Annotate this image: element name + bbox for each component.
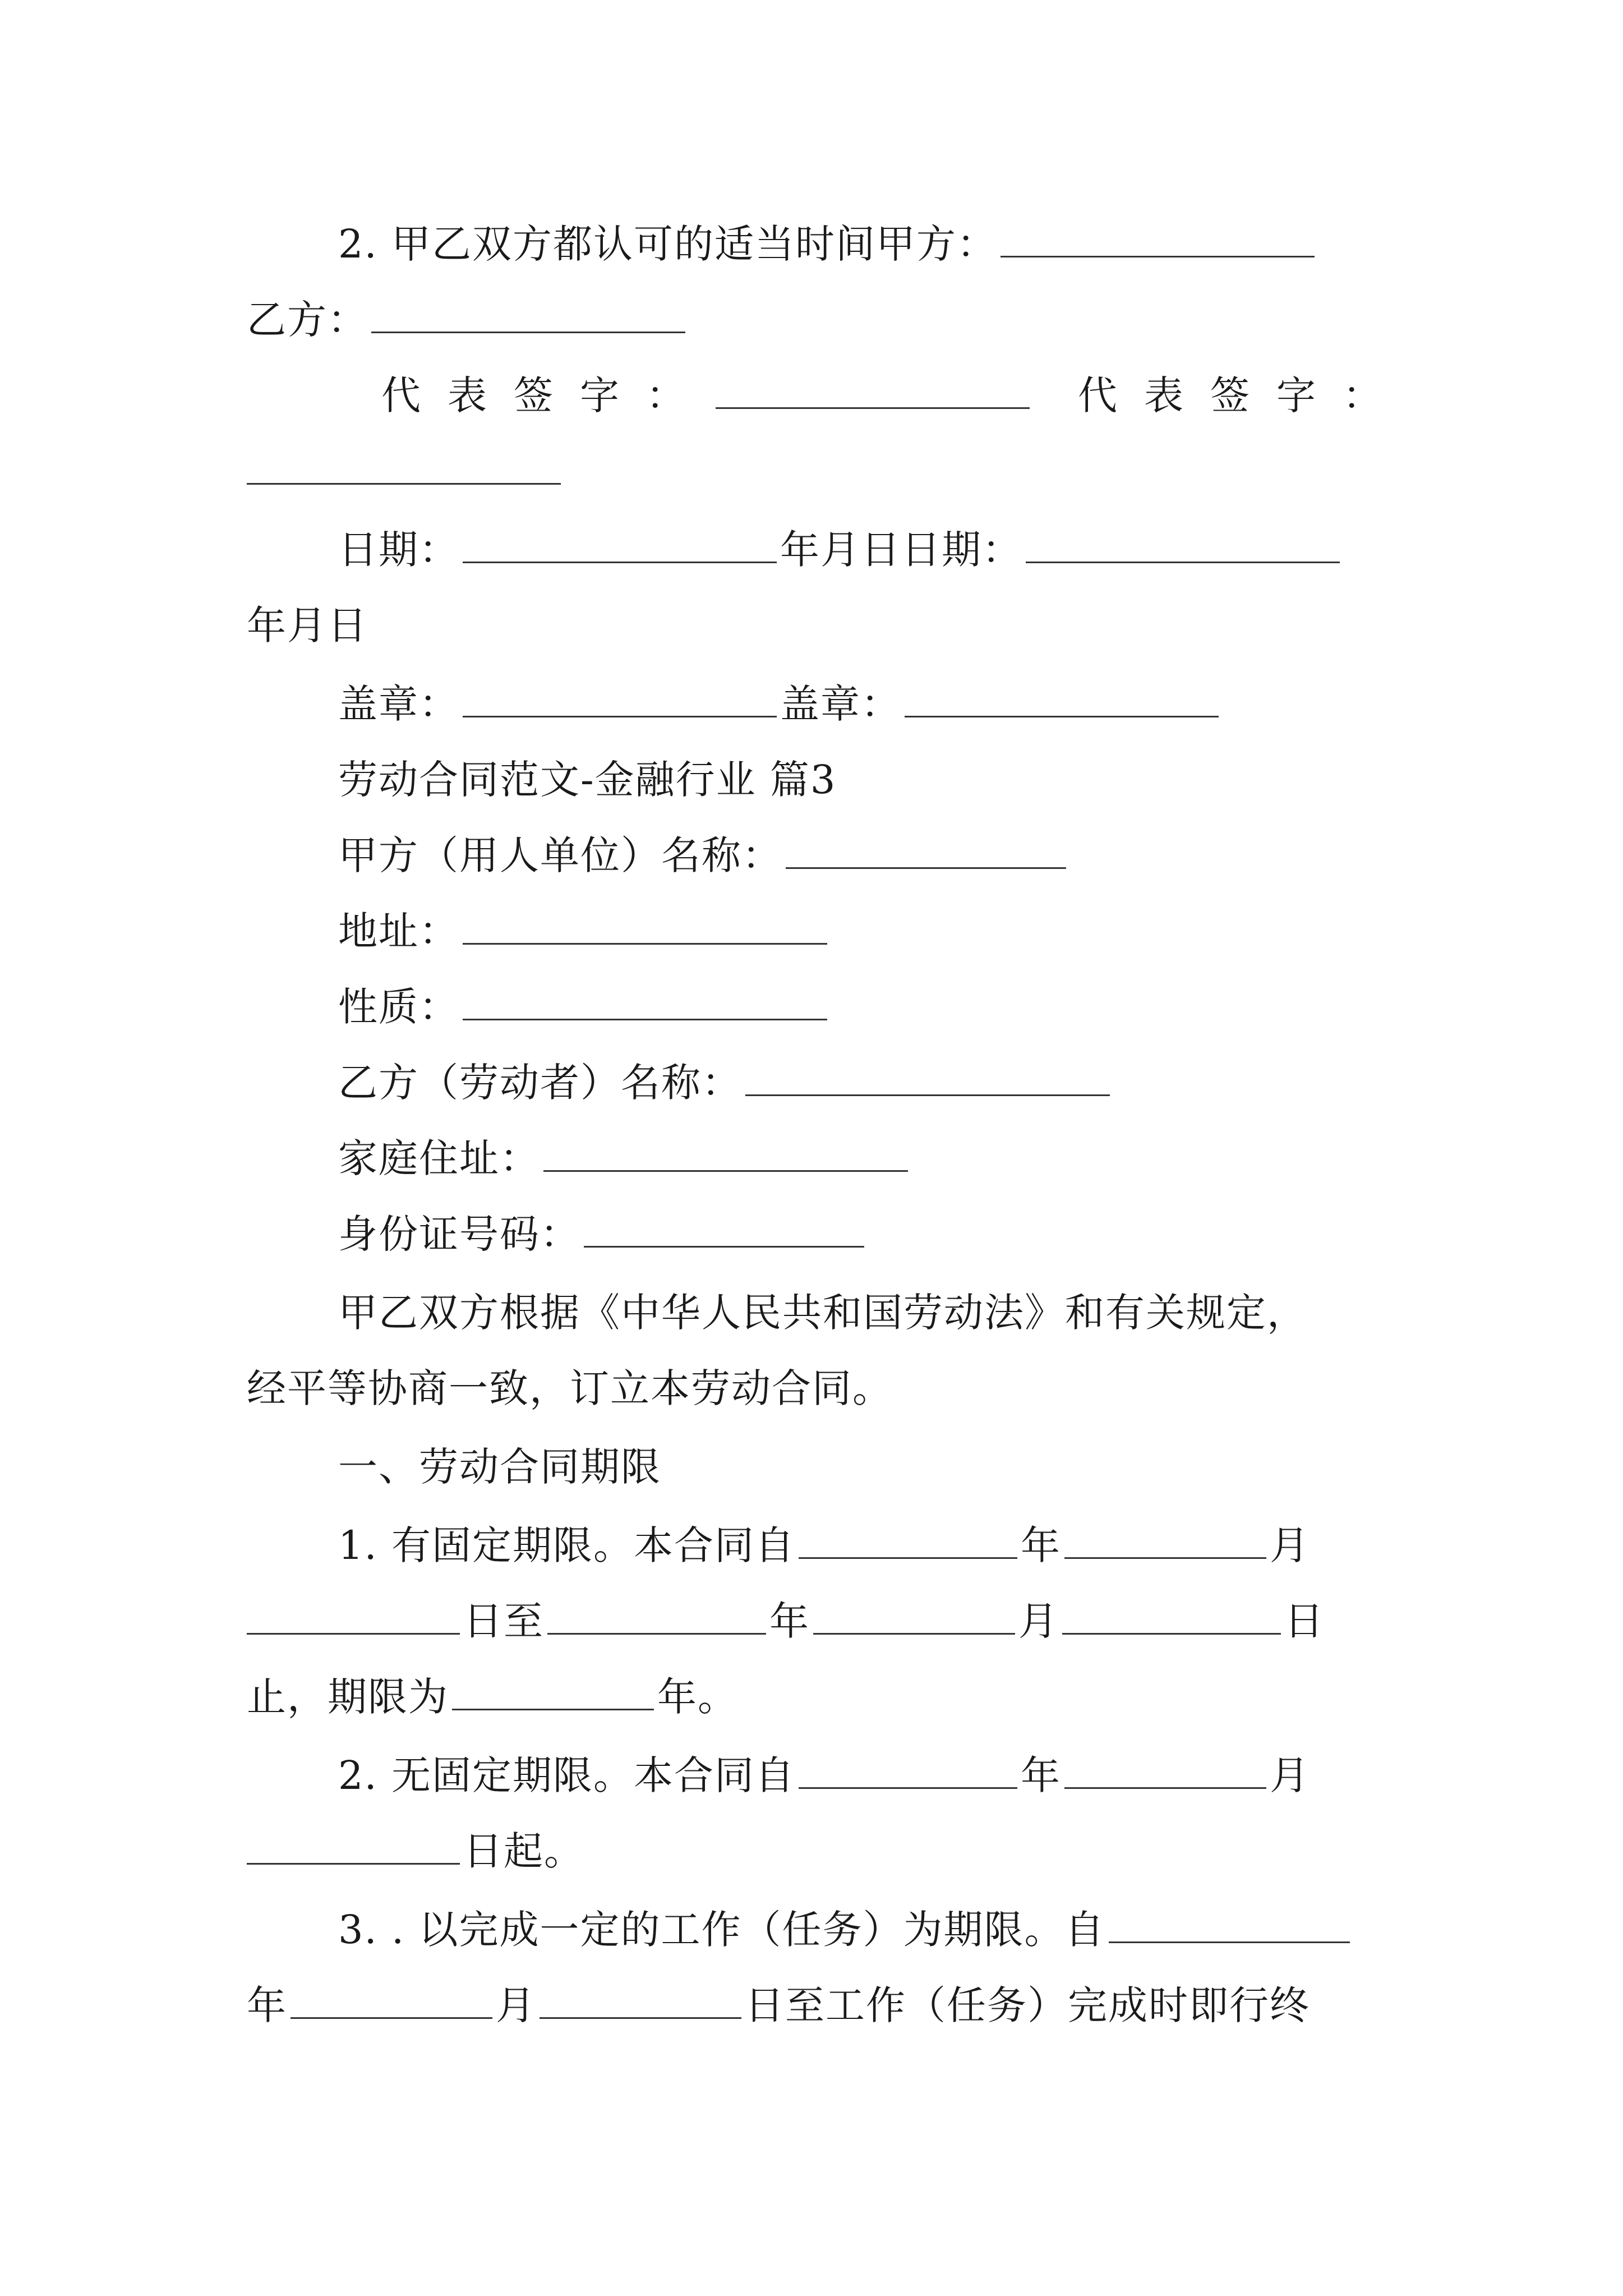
party-b-name-blank[interactable] bbox=[745, 1061, 1110, 1096]
agreed-time-label: 2. 甲乙双方都认可的适当时间甲方： bbox=[338, 221, 998, 267]
rep-sign-blank-b[interactable] bbox=[247, 449, 561, 485]
day-from-label: 日起。 bbox=[463, 1828, 584, 1874]
task-suffix-label: 日至工作（任务）完成时即行终 bbox=[745, 1982, 1310, 2028]
nature-blank[interactable] bbox=[463, 985, 827, 1020]
year-end-label: 年。 bbox=[657, 1674, 738, 1720]
party-b-label: 乙方： bbox=[247, 297, 368, 343]
seal-line bbox=[338, 673, 1222, 735]
nature-label: 性质： bbox=[338, 984, 459, 1030]
intro-line-2 bbox=[247, 1358, 893, 1419]
open-start-year-blank[interactable] bbox=[799, 1754, 1017, 1789]
section1-title-line bbox=[338, 1436, 661, 1498]
day-to-label: 日至 bbox=[463, 1598, 544, 1644]
fixed-end-month-blank[interactable] bbox=[813, 1599, 1015, 1635]
rep-sign-blank-line bbox=[247, 440, 564, 502]
rep-sign-line bbox=[381, 365, 1409, 426]
month-label-3: 月 bbox=[1270, 1752, 1311, 1798]
date-label-b: 年月日日期： bbox=[780, 527, 1022, 573]
task-start-year-blank[interactable] bbox=[1109, 1908, 1350, 1943]
home-address-label: 家庭住址： bbox=[338, 1135, 540, 1181]
agreed-time-line bbox=[338, 213, 1318, 275]
month-label-2: 月 bbox=[1018, 1598, 1059, 1644]
date-line bbox=[338, 519, 1343, 581]
party-a-name-label: 甲方（用人单位）名称： bbox=[338, 832, 782, 878]
party-b-blank[interactable] bbox=[371, 298, 685, 333]
year-label-4: 年 bbox=[247, 1982, 287, 2028]
year-label-2: 年 bbox=[769, 1598, 810, 1644]
task-term-line bbox=[338, 1899, 1353, 1961]
id-number-label: 身份证号码： bbox=[338, 1211, 580, 1257]
date-blank-a[interactable] bbox=[463, 528, 777, 563]
id-number-blank[interactable] bbox=[584, 1212, 864, 1248]
fixed-start-month-blank[interactable] bbox=[1064, 1524, 1266, 1559]
rep-sign-label-a: 代表签字： bbox=[381, 372, 712, 418]
address-blank[interactable] bbox=[463, 909, 827, 945]
seal-label-a: 盖章： bbox=[338, 681, 459, 727]
address-label: 地址： bbox=[338, 908, 459, 954]
month-label: 月 bbox=[1270, 1522, 1311, 1568]
open-term-line-2 bbox=[247, 1820, 584, 1882]
open-start-day-blank[interactable] bbox=[247, 1829, 460, 1865]
task-start-day-blank[interactable] bbox=[540, 1984, 741, 2019]
intro-text-2: 经平等协商一致，订立本劳动合同。 bbox=[247, 1365, 893, 1411]
party-a-name-blank[interactable] bbox=[786, 834, 1066, 869]
date-blank-b[interactable] bbox=[1026, 528, 1340, 563]
intro-text-1: 甲乙双方根据《中华人民共和国劳动法》和有关规定， bbox=[338, 1290, 1307, 1336]
task-term-label: 3. . 以完成一定的工作（任务）为期限。自 bbox=[338, 1907, 1105, 1953]
heading-text: 劳动合同范文-金融行业 篇3 bbox=[338, 757, 837, 803]
term-length-label: 止，期限为 bbox=[247, 1674, 449, 1720]
fixed-term-line-3 bbox=[247, 1666, 738, 1728]
fixed-start-year-blank[interactable] bbox=[799, 1524, 1017, 1559]
party-a-blank[interactable] bbox=[1000, 222, 1315, 257]
seal-blank-b[interactable] bbox=[905, 682, 1219, 717]
home-address-line bbox=[338, 1128, 911, 1189]
date-end-line bbox=[247, 595, 368, 656]
fixed-term-line-2 bbox=[247, 1590, 1325, 1652]
id-number-line bbox=[338, 1203, 868, 1265]
party-b-line bbox=[247, 289, 689, 351]
fixed-end-year-blank[interactable] bbox=[547, 1599, 766, 1635]
address-line bbox=[338, 900, 831, 962]
open-term-label: 2. 无固定期限。本合同自 bbox=[338, 1752, 796, 1798]
party-b-name-label: 乙方（劳动者）名称： bbox=[338, 1060, 742, 1106]
intro-line-1 bbox=[338, 1282, 1307, 1343]
rep-sign-blank-a[interactable] bbox=[716, 374, 1030, 409]
nature-line bbox=[338, 976, 831, 1038]
day-label: 日 bbox=[1284, 1598, 1325, 1644]
open-start-month-blank[interactable] bbox=[1064, 1754, 1266, 1789]
section-heading bbox=[338, 749, 836, 811]
section1-title: 一、劳动合同期限 bbox=[338, 1444, 661, 1490]
term-years-blank[interactable] bbox=[452, 1675, 654, 1710]
task-term-line-2 bbox=[247, 1975, 1310, 2036]
fixed-term-line bbox=[338, 1515, 1310, 1576]
party-b-name-line bbox=[338, 1052, 1113, 1114]
task-start-month-blank[interactable] bbox=[291, 1984, 492, 2019]
rep-sign-label-b: 代表签字： bbox=[1078, 372, 1409, 418]
month-label-4: 月 bbox=[496, 1982, 536, 2028]
fixed-start-day-blank[interactable] bbox=[247, 1599, 460, 1635]
party-a-name-line bbox=[338, 825, 1069, 886]
year-label-3: 年 bbox=[1021, 1752, 1062, 1798]
seal-blank-a[interactable] bbox=[463, 682, 777, 717]
date-end-label: 年月日 bbox=[247, 602, 368, 648]
home-address-blank[interactable] bbox=[543, 1137, 908, 1172]
date-label-a: 日期： bbox=[338, 527, 459, 573]
seal-label-b: 盖章： bbox=[780, 681, 901, 727]
fixed-end-day-blank[interactable] bbox=[1062, 1599, 1281, 1635]
open-term-line bbox=[338, 1745, 1310, 1806]
fixed-term-label: 1. 有固定期限。本合同自 bbox=[338, 1522, 796, 1568]
year-label: 年 bbox=[1021, 1522, 1062, 1568]
